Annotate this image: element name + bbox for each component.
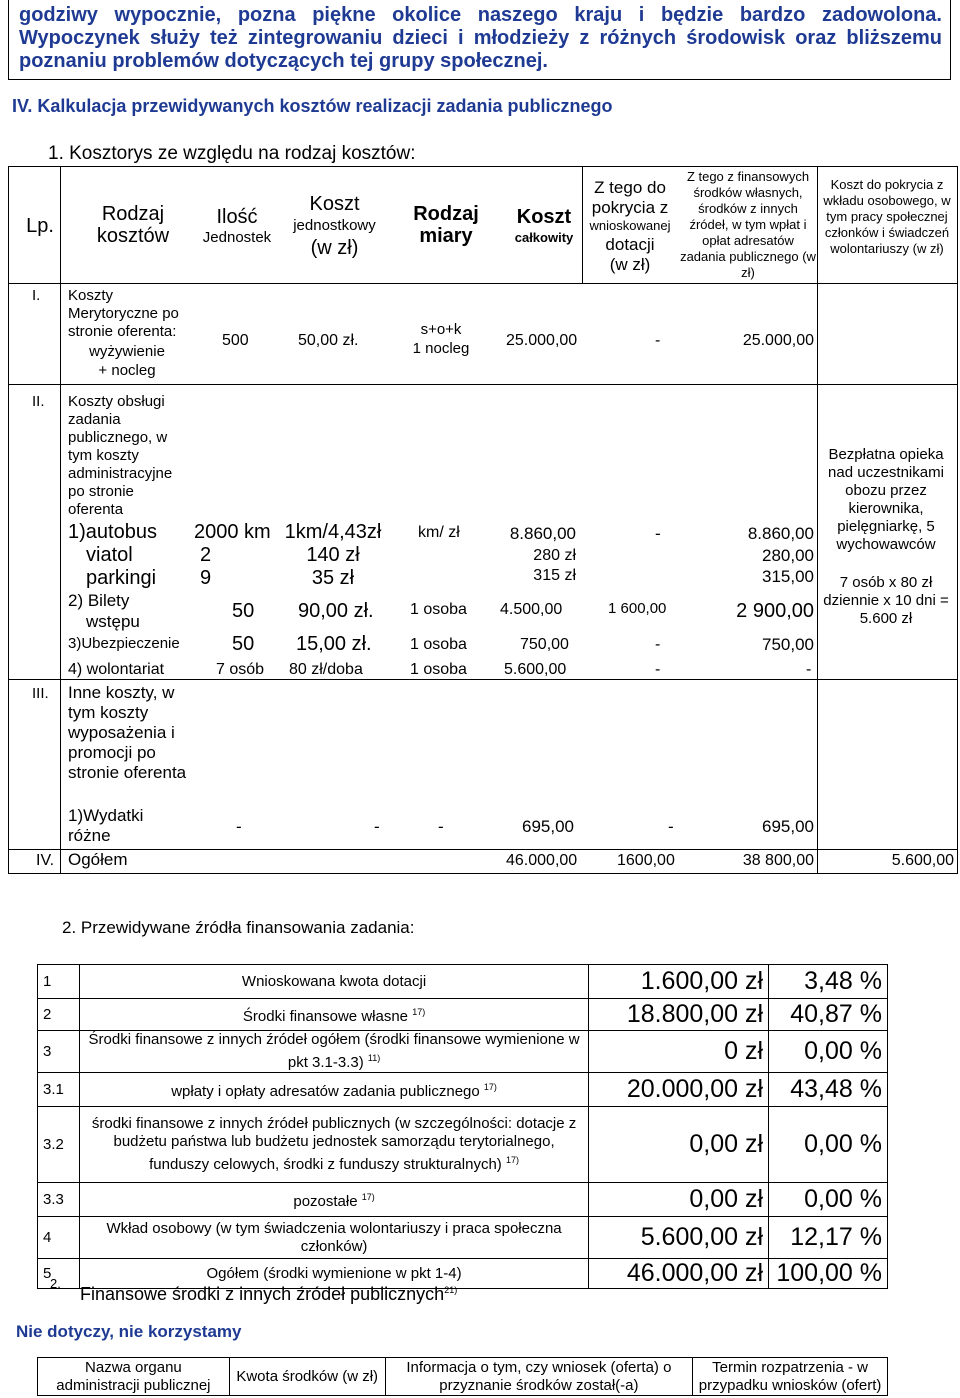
row-ii-wklad1: Bezpłatna opieka nad uczestnikami obozu przez kierownika, pielęgniarkę, 5 wychowawców: [828, 446, 944, 553]
row-ii-b-dot: 1 600,00: [608, 600, 667, 617]
row-ii-d-calk: 5.600,00: [504, 661, 567, 678]
row-iv-calk: 46.000,00: [506, 852, 578, 869]
row-ii-a-wl3: 315,00: [762, 567, 814, 586]
header-kwota: Kwota środków (w zł): [229, 1358, 385, 1396]
header-ilosc-sub: Jednostek: [202, 229, 272, 246]
intro-text: godziwy wypocznie, pozna piękne okolice naszego kraju i będzie bardzo zadowolona. Wypoczynek służy też zintegrowaniu dzieci i młodzieży z różnych środowisk oraz bliższemu poznaniu problemów dotyczących tej grupy społecznej.: [19, 4, 942, 72]
header-koszt-jedn-sub: jednostkowy: [293, 217, 376, 234]
row-iii-koszt: -: [374, 817, 380, 836]
subsection-1-title: 1. Kosztorys ze względu na rodzaj kosztów:: [48, 143, 416, 164]
row-ii-label: Koszty obsługi zadania publicznego, w tym koszty administracyjne po stronie oferenta: [68, 393, 173, 518]
row-iii-label: Inne koszty, w tym koszty wyposażenia i promocji po stronie oferenta: [68, 683, 187, 782]
public-funds-table: [37, 1357, 888, 1396]
header-koszt-calk-sub: całkowity: [514, 230, 574, 245]
row-iii-lp: III.: [32, 685, 49, 702]
source-pct: 0,00 %: [769, 1107, 888, 1183]
source-label: środki finansowe z innych źródeł publicznych (w szczególności: dotacje z budżetu państwa lub budżetu jednostek samorządu terytorialnego, funduszy celowych, środki z funduszy strukturalnych) $^{17)}$: [79, 1107, 588, 1183]
row-iv-wklad: 5.600,00: [891, 852, 954, 869]
row-i-item1: wyżywienie: [89, 343, 165, 360]
source-no: 2: [38, 999, 80, 1031]
header-rodzaj-miary: Rodzaj miary: [413, 203, 479, 247]
row-ii-d-wl: -: [806, 661, 812, 678]
subsection-3-number: 2.: [50, 1276, 61, 1291]
row-i-ilosc: 500: [222, 332, 249, 349]
row-i-koszt: 50,00 zł.: [298, 332, 359, 349]
row-ii-c-ilosc: 50: [232, 633, 255, 655]
row-ii-b-label1: 2) Bilety: [68, 591, 130, 610]
row-iii-dot: -: [668, 817, 674, 836]
header-dotacji-2: dotacji: [605, 235, 655, 254]
source-no: 1: [38, 965, 80, 999]
row-ii-c-calk: 750,00: [520, 636, 569, 653]
row-ii-lp: II.: [32, 393, 45, 410]
source-label: Ogółem (środki wymienione w pkt 1-4): [79, 1259, 588, 1289]
header-ilosc: Ilość: [216, 206, 258, 228]
row-ii-a-wl2: 280,00: [762, 546, 814, 565]
source-label: Środki finansowe z innych źródeł ogółem (środki finansowe wymienione w pkt 3.1-3.3) $^{11)}$: [79, 1031, 588, 1073]
row-ii-a-ilosc2: 2: [200, 544, 212, 566]
row-ii-a-koszt2: 140 zł: [306, 544, 360, 566]
source-amount: 5.600,00 zł: [589, 1217, 769, 1259]
section-iv-title: IV. Kalkulacja przewidywanych kosztów realizacji zadania publicznego: [12, 96, 613, 116]
source-label: Wnioskowana kwota dotacji: [79, 965, 588, 999]
row-i-miara2: 1 nocleg: [412, 340, 470, 357]
row-ii-a-calk1: 8.860,00: [509, 524, 576, 543]
row-ii-b-wl: 2 900,00: [736, 600, 814, 622]
source-amount: 1.600,00 zł: [589, 965, 769, 999]
row-i-dotacja: -: [655, 332, 661, 349]
row-i-label: Koszty Merytoryczne po stronie oferenta:: [68, 287, 179, 340]
row-iv-wl: 38 800,00: [742, 852, 814, 869]
header-fin: Z tego z finansowych środków własnych, środków z innych źródeł, w tym wpłat i opłat adresatów zadania publicznego (w zł): [680, 169, 816, 280]
public-funds-header-row: [38, 1358, 888, 1396]
header-dotacji-sub: wnioskowanej: [589, 218, 671, 233]
row-ii-d-label: 4) wolontariat: [68, 661, 165, 678]
header-organ: Nazwa organu administracji publicznej: [38, 1358, 230, 1396]
row-ii-c-label: 3)Ubezpieczenie: [68, 635, 180, 652]
row-ii-d-ilosc: 7 osób: [216, 661, 265, 678]
row-ii-b-koszt: 90,00 zł.: [298, 600, 374, 622]
row-ii-c-koszt: 15,00 zł.: [296, 633, 372, 655]
row-ii-d-dot: -: [655, 661, 661, 678]
source-row: [38, 1183, 888, 1217]
row-ii-a-label1: 1)autobus: [68, 521, 157, 543]
row-ii-a-dot: -: [655, 524, 661, 543]
row-ii-a-koszt3: 35 zł: [311, 567, 355, 589]
source-row: [38, 965, 888, 999]
source-label: Wkład osobowy (w tym świadczenia wolontariuszy i praca społeczna członków): [79, 1217, 588, 1259]
source-row: [38, 1107, 888, 1183]
row-ii-a-calk3: 315 zł: [533, 567, 576, 584]
source-no: 3.2: [38, 1107, 80, 1183]
source-no: 3: [38, 1031, 80, 1073]
row-ii-a-calk2: 280 zł: [533, 547, 576, 564]
header-rodzaj: Rodzaj kosztów: [96, 203, 170, 247]
row-ii-a-miara: km/ zł: [418, 524, 460, 541]
row-ii-b-miara: 1 osoba: [410, 601, 467, 618]
header-dotacji-unit: (w zł): [609, 255, 651, 274]
source-pct: 12,17 %: [769, 1217, 888, 1259]
header-koszt-calk: Koszt: [516, 206, 572, 228]
source-pct: 0,00 %: [769, 1031, 888, 1073]
row-iv-label: Ogółem: [68, 850, 128, 869]
header-koszt-jedn: Koszt: [309, 193, 360, 215]
source-row: [38, 1073, 888, 1107]
row-iv-lp: IV.: [36, 852, 55, 869]
source-row: [38, 1031, 888, 1073]
source-label: pozostałe $^{17)}$: [79, 1183, 588, 1217]
source-amount: 0,00 zł: [589, 1183, 769, 1217]
source-no: 5: [38, 1259, 80, 1289]
source-label: wpłaty i opłaty adresatów zadania publicznego $^{17)}$: [79, 1073, 588, 1107]
source-amount: 0 zł: [589, 1031, 769, 1073]
source-row: [38, 999, 888, 1031]
source-pct: 3,48 %: [769, 965, 888, 999]
source-no: 4: [38, 1217, 80, 1259]
row-i-item2: + nocleg: [98, 362, 156, 379]
sources-table: [37, 964, 888, 1289]
row-ii-d-koszt: 80 zł/doba: [289, 661, 363, 678]
row-ii-a-label3: parkingi: [86, 567, 157, 589]
row-iii-miara: -: [438, 817, 444, 836]
row-ii-c-miara: 1 osoba: [410, 636, 467, 653]
row-ii-b-label2: wstępu: [86, 612, 140, 631]
row-ii-a-koszt1: 1km/4,43zł: [284, 521, 382, 543]
source-pct: 100,00 %: [769, 1259, 888, 1289]
source-pct: 0,00 %: [769, 1183, 888, 1217]
row-ii-a-ilosc3: 9: [200, 567, 212, 589]
row-ii-a-ilosc1: 2000 km: [194, 521, 271, 543]
source-amount: 46.000,00 zł: [589, 1259, 769, 1289]
row-ii-a-wl1: 8.860,00: [747, 524, 814, 543]
header-wklad: Koszt do pokrycia z wkładu osobowego, w tym pracy społecznej członków i świadczeń wolontariuszy (w zł): [823, 177, 951, 256]
source-pct: 43,48 %: [769, 1073, 888, 1107]
source-amount: 20.000,00 zł: [589, 1073, 769, 1107]
header-lp: Lp.: [26, 215, 54, 237]
row-iv-dot: 1600,00: [617, 852, 675, 869]
header-dotacji: Z tego do pokrycia z: [591, 178, 669, 217]
header-informacja: Informacja o tym, czy wniosek (oferta) o przyznanie środków został(-a): [385, 1358, 693, 1396]
subsection-3-title: Finansowe środki z innych źródeł publicznych$^{21)}$: [80, 1284, 458, 1304]
subsection-2-title: 2. Przewidywane źródła finansowania zadania:: [62, 918, 415, 937]
row-iii-calk: 695,00: [522, 817, 574, 836]
row-ii-wklad2: 7 osób x 80 zł dziennie x 10 dni = 5.600 zł: [823, 574, 949, 627]
row-ii-b-calk: 4.500,00: [500, 601, 563, 618]
row-i-miara: s+o+k: [420, 321, 462, 338]
source-no: 3.1: [38, 1073, 80, 1107]
row-iii-wl: 695,00: [762, 817, 814, 836]
row-i-calk: 25.000,00: [506, 332, 578, 349]
row-iii-item-label: 1)Wydatki różne: [68, 806, 144, 845]
source-pct: 40,87 %: [769, 999, 888, 1031]
row-ii-d-miara: 1 osoba: [410, 661, 467, 678]
intro-box: [8, 0, 951, 80]
row-ii-c-dot: -: [655, 636, 661, 653]
row-i-lp: I.: [32, 287, 41, 304]
row-iii-ilosc: -: [236, 817, 242, 836]
header-koszt-jedn-unit: (w zł): [310, 237, 359, 259]
row-ii-b-ilosc: 50: [232, 600, 255, 622]
row-i-wlasne: 25.000,00: [742, 332, 814, 349]
source-label: Środki finansowe własne $^{17)}$: [79, 999, 588, 1031]
source-row: [38, 1217, 888, 1259]
not-applicable-note: Nie dotyczy, nie korzystamy: [16, 1322, 242, 1341]
source-no: 3.3: [38, 1183, 80, 1217]
source-amount: 18.800,00 zł: [589, 999, 769, 1031]
row-ii-c-wl: 750,00: [762, 635, 814, 654]
source-amount: 0,00 zł: [589, 1107, 769, 1183]
header-termin: Termin rozpatrzenia - w przypadku wniosków (ofert): [693, 1358, 888, 1396]
row-ii-a-label2: viatol: [86, 544, 133, 566]
